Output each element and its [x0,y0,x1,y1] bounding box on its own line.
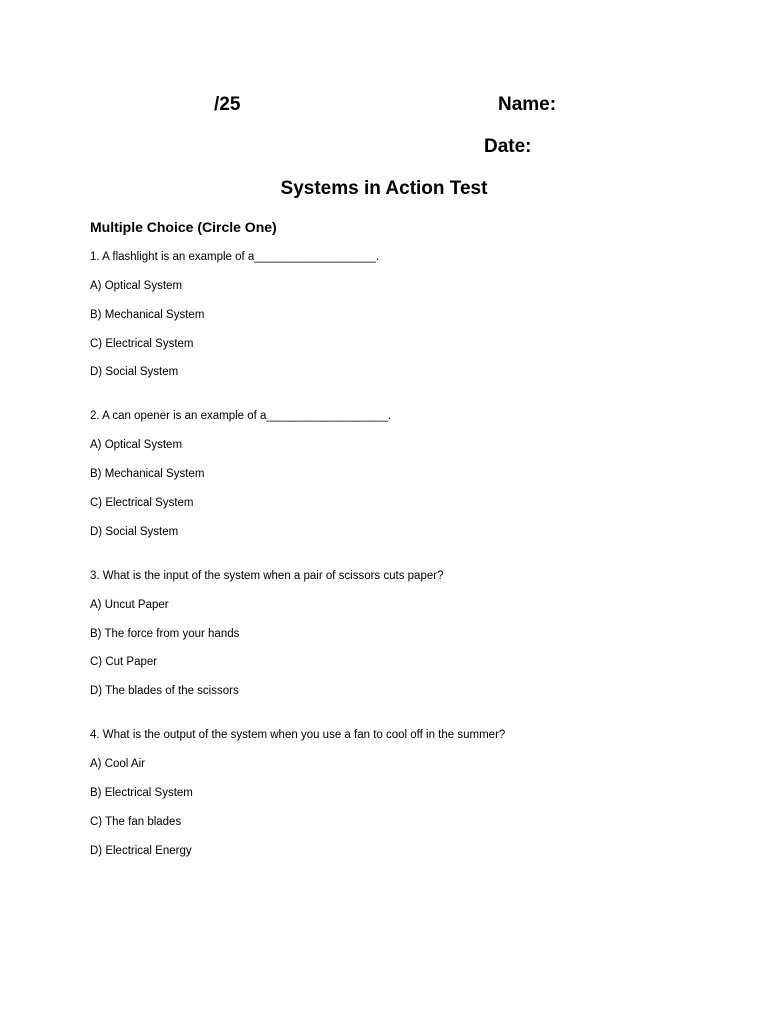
question-1 [90,250,730,380]
answer-option-d[interactable]: D) Social System [90,366,179,379]
question-2 [90,409,730,539]
answer-option-b[interactable]: B) Mechanical System [90,468,205,481]
answer-option-a[interactable]: A) Uncut Paper [90,598,169,611]
question-text: 2. A can opener is an example of a___________________. [90,410,392,423]
score-label: /25 [214,94,241,115]
answer-option-d[interactable]: D) The blades of the scissors [90,685,239,698]
answer-option-a[interactable]: A) Cool Air [90,758,145,771]
answer-option-d[interactable]: D) Social System [90,525,179,538]
question-list [90,250,730,888]
answer-option-c[interactable]: C) The fan blades [90,815,182,828]
answer-option-b[interactable]: B) Mechanical System [90,308,205,321]
question-3 [90,569,730,699]
answer-option-c[interactable]: C) Electrical System [90,496,194,509]
question-text: 3. What is the input of the system when a pair of scissors cuts paper? [90,569,444,582]
answer-option-b[interactable]: B) The force from your hands [90,627,240,640]
question-text: 1. A flashlight is an example of a___________________. [90,251,380,263]
question-text: 4. What is the output of the system when you use a fan to cool off in the summer? [90,729,506,742]
date-label: Date: [484,136,532,157]
answer-option-c[interactable]: C) Electrical System [90,337,194,350]
answer-option-a[interactable]: A) Optical System [90,439,183,452]
answer-option-b[interactable]: B) Electrical System [90,786,193,799]
answer-option-a[interactable]: A) Optical System [90,280,183,292]
section-title: Multiple Choice (Circle One) [90,219,277,235]
page-title: Systems in Action Test [280,178,488,199]
answer-option-c[interactable]: C) Cut Paper [90,656,158,669]
answer-option-d[interactable]: D) Electrical Energy [90,844,192,857]
question-4 [90,728,730,858]
name-label: Name: [498,94,557,115]
